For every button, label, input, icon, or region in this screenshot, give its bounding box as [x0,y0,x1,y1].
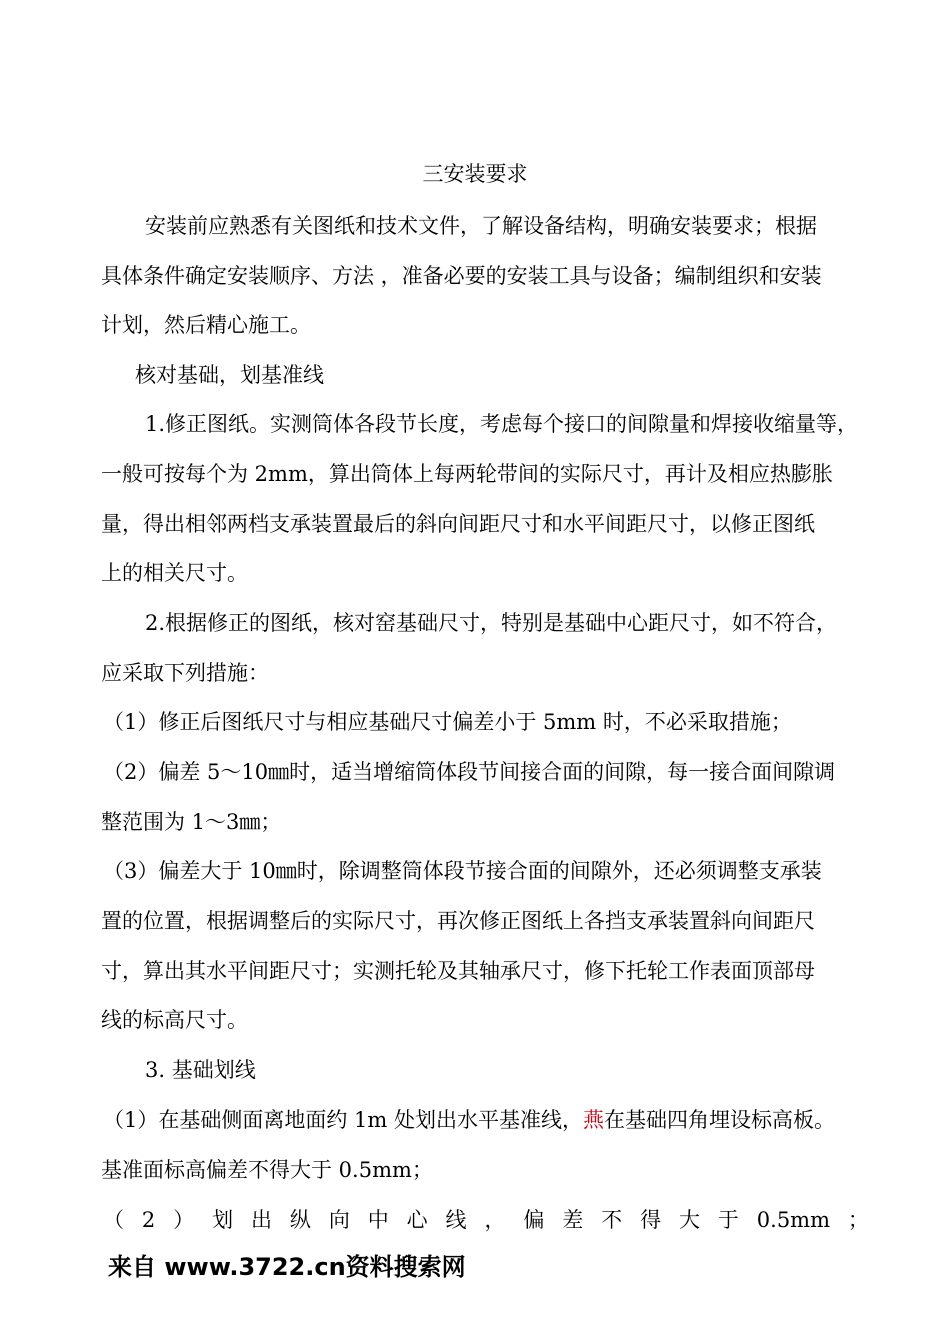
justified-char: 差 [562,1208,584,1232]
paragraph-line: 一般可按每个为 2mm，算出筒体上每两轮带间的实际尺寸，再计及相应热膨胀 [101,462,833,486]
justified-char: 向 [328,1208,350,1232]
source-watermark: 来自 www.3722.cn资料搜索网 [108,1253,466,1281]
list-item-text: （1）在基础侧面离地面约 1m 处划出水平基准线， [103,1108,583,1132]
justified-char: 出 [251,1208,272,1232]
paragraph-line: 2.根据修正的图纸，核对窑基础尺寸，特别是基础中心距尺寸，如不符合， [145,611,838,635]
justified-char: ） [173,1208,195,1232]
paragraph-line: 应采取下列措施： [101,661,269,685]
justified-char: 于 [717,1208,739,1232]
paragraph-line: 整范围为 1～3㎜； [101,810,282,834]
justified-char: ； [847,1208,869,1232]
paragraph-line: 计划，然后精心施工。 [101,313,311,337]
paragraph-line: 具体条件确定安装顺序、方法 ，准备必要的安装工具与设备；编制组织和安装 [101,264,822,288]
justified-char: 中 [367,1208,389,1232]
justified-char: 划 [212,1208,234,1232]
justified-char: ， [484,1208,506,1232]
list-item: （1）修正后图纸尺寸与相应基础尺寸偏差小于 5mm 时，不必采取措施； [103,710,792,734]
justified-char: （ [103,1208,124,1232]
list-item-text: 在基础四角埋设标高板。 [603,1108,835,1132]
subheading: 核对基础，划基准线 [135,363,324,387]
justified-char: 心 [406,1208,428,1232]
justified-char: 偏 [523,1208,545,1232]
list-item: （3）偏差大于 10㎜时，除调整筒体段节接合面的间隙外，还必须调整支承装 [103,859,822,883]
paragraph-line: 上的相关尺寸。 [101,561,248,585]
paragraph-line: 线的标高尺寸。 [101,1008,248,1032]
list-item: （2）偏差 5～10㎜时，适当增缩筒体段节间接合面的间隙，每一接合面间隙调 [103,760,836,784]
paragraph-line: 基准面标高偏差不得大于 0.5mm； [101,1158,433,1182]
justified-list-item [103,1205,869,1235]
paragraph-line: 寸，算出其水平间距尺寸；实测托轮及其轴承尺寸，修下托轮工作表面顶部母 [101,959,815,983]
justified-char: 线 [445,1208,467,1232]
justified-char: 纵 [289,1208,311,1232]
justified-char: 大 [678,1208,700,1232]
paragraph-line: 安装前应熟悉有关图纸和技术文件，了解设备结构，明确安装要求；根据 [145,214,817,238]
section-title: 三安装要求 [422,162,528,186]
justified-char: 不 [601,1208,623,1232]
justified-char: 2 [141,1208,156,1232]
paragraph-line: 1.修正图纸。实测筒体各段节长度，考虑每个接口的间隙量和焊接收缩量等， [145,412,859,436]
paragraph-line: 置的位置，根据调整后的实际尺寸，再次修正图纸上各挡支承装置斜向间距尺 [101,909,815,933]
subheading: 3. 基础划线 [145,1058,256,1082]
highlighted-char: 燕 [582,1108,604,1132]
paragraph-line: 量，得出相邻两档支承装置最后的斜向间距尺寸和水平间距尺寸，以修正图纸 [101,512,815,536]
justified-char: 0.5mm [756,1208,831,1232]
justified-char: 得 [640,1208,662,1232]
list-item [103,1105,893,1135]
